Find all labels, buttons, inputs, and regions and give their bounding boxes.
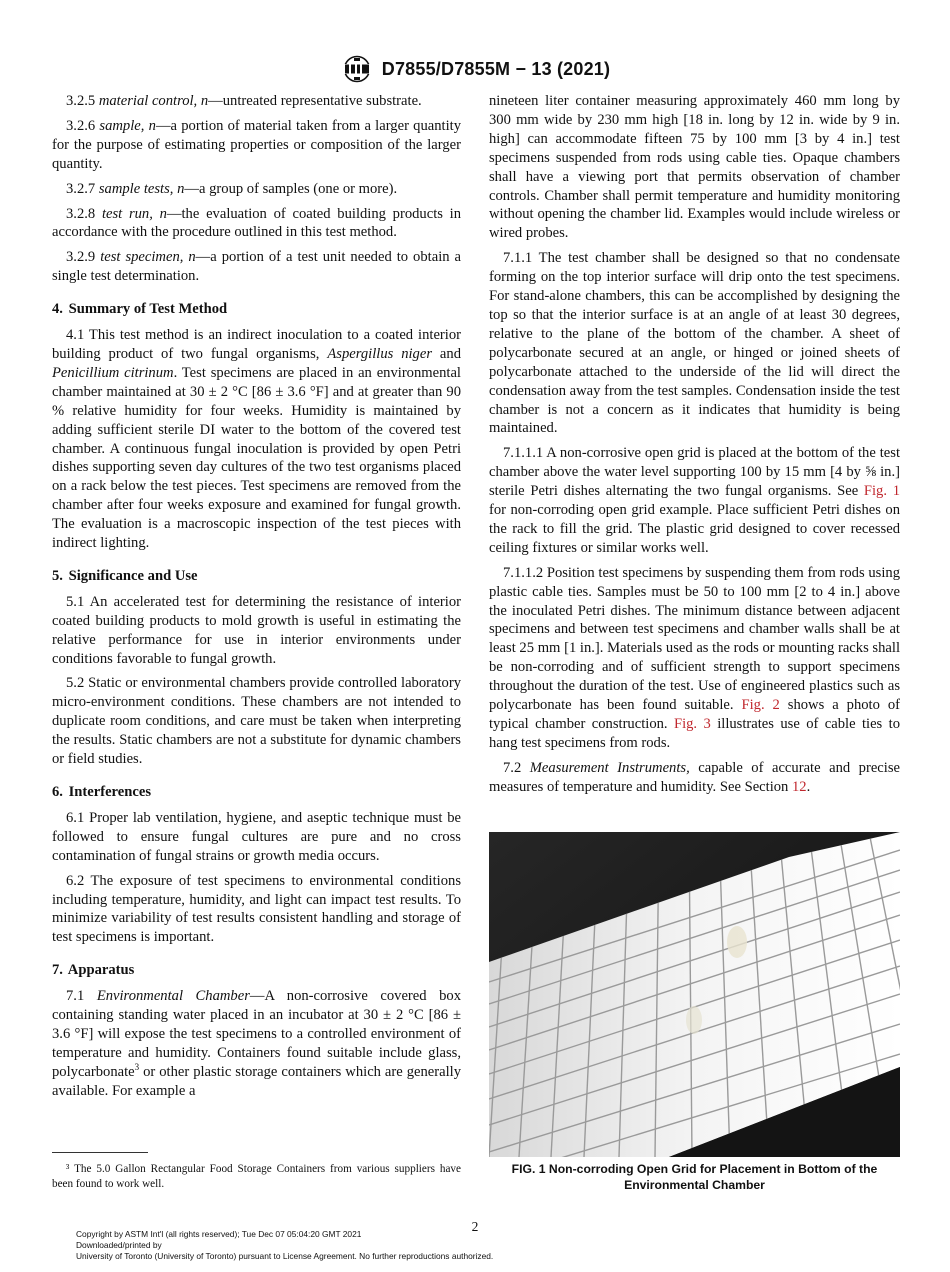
paragraph-3-2-8: 3.2.8 test run, n—the evaluation of coated building products in accordance with the procedure outlined in this test method. (52, 205, 462, 241)
astm-logo-icon (340, 55, 374, 83)
paragraph-7-1-1-2: 7.1.1.2 Position test specimens by suspending them from rods using plastic cable ties. Samples must be 50 to 100 mm [2 to 4 in.] above the inoculated Petri dishes. The minimum distance between adjacent specimens and between test specimens and chamber walls shall be at least 25 mm [1 in.]. Materials used as the rods or mounting racks shall be non-corroding and of sufficient strength to support specimens throughout the duration of the test. Use of engineered plastics such as polycarbonate has been found suitable. Fig. 2 shows a photo of typical chamber construction. Fig. 3 illustrates use of cable ties to hang test specimens from rods. (489, 564, 900, 751)
paragraph-7-1-1: 7.1.1 The test chamber shall be designed so that no condensate forming on the top interior surface will drip onto the test specimens. For stand-alone chambers, this can be accomplished by designing the top so that the interior surface is at an angle of at least 30 degrees, relative to the plane of the bottom of the chamber. A sheet of polycarbonate secured at an angle, or hinged or joined sheets of polycarbonate attached to the underside of the lid will direct the condensation away from the test samples. Condensation inside the test chamber is not a concern as it indicates that humidity is being maintained. (489, 250, 900, 437)
paragraph-7-1-1-1: 7.1.1.1 A non-corrosive open grid is placed at the bottom of the test chamber above the water level supporting 100 by 15 mm [4 by ⅝ in.] sterile Petri dishes alternating the two fungal organisms. See Fig. 1 for non-corroding open grid example. Place sufficient Petri dishes on the rack to fill the grid. The plastic grid designed to cover recessed ceiling fixtures or similar works well. (489, 445, 900, 556)
paragraph-7-1-continued: nineteen liter container measuring approximately 460 mm long by 300 mm wide by 230 mm high [18 in. long by 12 in. wide by 9 in. high] can accommodate fifteen 75 by 100 mm [3 by 4 in.] test specimens suspended from rods using cable ties. Opaque chambers shall have a viewing port that permits observation of chamber controls. Chamber shall permit temperature and humidity monitoring without opening the chamber lid. Examples would include wireless or wired probes. (489, 93, 900, 242)
fig-1-link[interactable]: Fig. 1 (863, 483, 900, 500)
figure-1-caption: FIG. 1 Non-corroding Open Grid for Placement in Bottom of the Environmental Chamber (511, 1162, 878, 1192)
paragraph-7-1: 7.1 Environmental Chamber—A non-corrosive covered box containing standing water placed in an incubator at 30 ± 2 °C [86 ± 3.6 °F] will expose the test specimens to a controlled environment of temperature and humidity. Containers found suitable include glass, polycarbonate$^3$ or other plastic storage containers which are generally available. For example a (52, 988, 461, 1099)
page-header (0, 54, 950, 84)
copyright-line-1: Copyright by ASTM Int'l (all rights reserved); Tue Dec 07 05:04:20 GMT 2021 (76, 1229, 362, 1239)
copyright-line-2: Downloaded/printed by (76, 1240, 162, 1250)
paragraph-3-2-7: 3.2.7 sample tests, n—a group of samples (one or more). (66, 180, 398, 197)
copyright-notice (76, 1229, 676, 1262)
paragraph-6-1: 6.1 Proper lab ventilation, hygiene, and aseptic technique must be followed to ensure fungal cultures are pure and no cross contamination of fungal strains or growth media occurs. (52, 809, 461, 864)
copyright-line-3: University of Toronto (University of Toronto) pursuant to License Agreement. No further reproductions authorized. (76, 1251, 494, 1261)
paragraph-6-2: 6.2 The exposure of test specimens to environmental conditions including temperature, humidity, and light can impact test results. To minimize variability of test results consistent handling and storage of test specimens is important. (52, 872, 461, 946)
footnote-ref-3[interactable]: 3 (134, 1061, 140, 1072)
document-id: D7855/D7855M − 13 (2021) (381, 58, 611, 79)
left-column (52, 92, 461, 1107)
section-heading-apparatus: 7. Apparatus (52, 962, 135, 979)
paragraph-3-2-6: 3.2.6 sample, n—a portion of material taken from a larger quantity for the purpose of estimating properties or composition of the larger quantity. (52, 117, 461, 172)
fig-3-link[interactable]: Fig. 3 (673, 716, 711, 732)
paragraph-4-1: 4.1 This test method is an indirect inoculation to a coated interior building product of two fungal organisms, Aspergillus niger and Penicillium citrinum. Test specimens are placed in an environmental chamber maintained at 30 ± 2 °C [86 ± 3.6 °F] and at greater than 90 % relative humidity for four weeks. Humidity is maintained by adding sufficient sterile DI water to the bottom of the covered test chamber. A continuous fungal inoculation is provided by open Petri dishes supporting seven day cultures of the two test organisms placed on a rack below the test pieces. Test specimens are removed from the chamber after four weeks exposure and examined for fungal growth. The evaluation is a macroscopic inspection of the test pieces with indirect lighting. (52, 327, 461, 552)
section-heading-significance: 5. Significance and Use (52, 567, 198, 584)
open-grid-image (489, 832, 900, 1157)
paragraph-5-1: 5.1 An accelerated test for determining the resistance of interior coated building products to mold growth is useful in estimating the relative performance for use in interior environments under conditions favorable to fungal growth. (52, 593, 461, 667)
paragraph-7-2: 7.2 Measurement Instruments, capable of accurate and precise measures of temperature and humidity. See Section 12. (489, 759, 900, 795)
section-12-link[interactable]: 12 (792, 778, 807, 795)
paragraph-5-2: 5.2 Static or environmental chambers provide controlled laboratory micro-environment conditions. These chambers are not intended to duplicate room conditions, and care must be taken when interpreting the results. Static chambers are not a substitute for dynamic chambers or field studies. (52, 675, 461, 768)
paragraph-3-2-5: 3.2.5 material control, n—untreated representative substrate. (66, 93, 422, 109)
footnote-3: ³ The 5.0 Gallon Rectangular Food Storage Containers from various suppliers have been found to work well. (52, 1163, 461, 1190)
fig-2-link[interactable]: Fig. 2 (741, 697, 780, 714)
page-number: 2 (471, 1219, 479, 1234)
footnote-divider (52, 1152, 148, 1153)
paragraph-3-2-9: 3.2.9 test specimen, n—a portion of a test unit needed to obtain a single test determination. (52, 249, 462, 285)
section-heading-interferences: 6. Interferences (52, 784, 151, 800)
section-heading-summary: 4. Summary of Test Method (52, 301, 228, 318)
figure-1-photo (489, 832, 900, 1157)
right-column (489, 92, 900, 803)
